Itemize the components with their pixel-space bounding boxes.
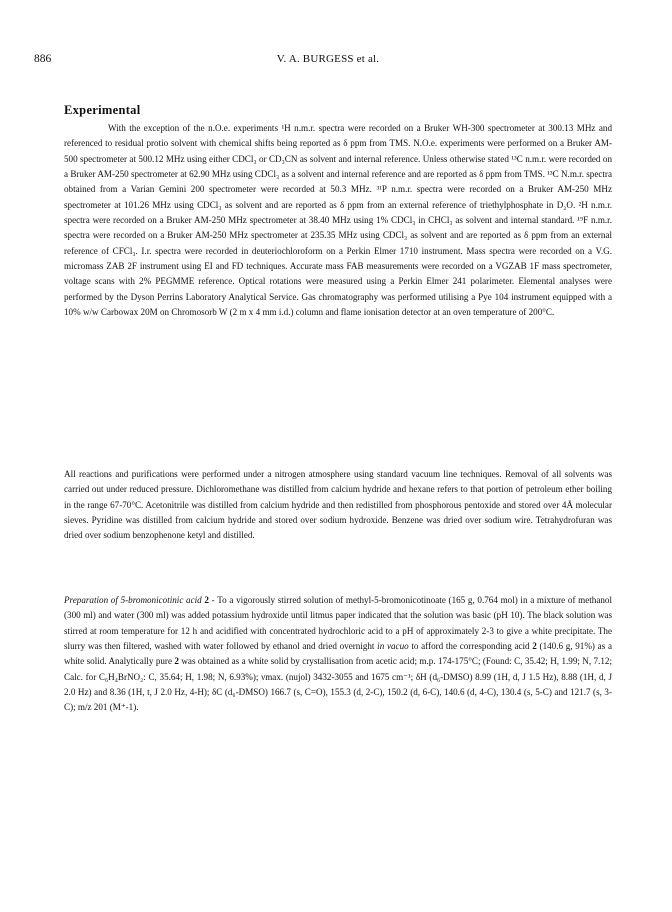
preparation-title: Preparation of 5-bromonicotinic acid (64, 595, 202, 605)
characterisation-data: was obtained as a white solid by crystallisation from acetic acid; m.p. 174-175°C; (Found: C, 35.42; H, 1.99; N, 7.12; Calc. for C₆H₄BrNO₂: C, 35.64; H, 1.98; N, 6.93%); νmax. (nujol) 3432-3055 and 1675 cm⁻¹; δH (d₆-DMSO) 8.99 (1H, d, J 1.5 Hz), 8.88 (1H, d, J 2.0 Hz) and 8.36 (1H, t, J 2.0 Hz, 4-H); δC (d₆-DMSO) 166.7 (s, C=O), 155.3 (d, 2-C), 150.2 (d, 6-C), 140.6 (d, 4-C), 130.4 (s, 5-C) and 121.7 (s, 3-C); m/z 201 (M⁺-1). (64, 656, 612, 713)
section-heading: Experimental (64, 103, 141, 117)
instrumentation-paragraph: With the exception of the n.O.e. experiments ¹H n.m.r. spectra were recorded on a Bruker WH-300 spectrometer at 300.13 MHz and referenced to residual protio solvent with chemical shifts being reported as δ ppm from TMS. N.O.e. experiments were performed on a Bruker AM-500 spectrometer at 500.12 MHz using either CDCl₃ or CD₃CN as solvent and internal reference. Unless otherwise stated ¹³C n.m.r. were recorded on a Bruker AM-250 spectrometer at 62.90 MHz using CDCl₃ as a solvent and internal reference and are reported as δ ppm from TMS. ¹³C N.m.r. spectra obtained from a Varian Gemini 200 spectrometer were recorded at 50.3 MHz. ³¹P n.m.r. spectra were recorded on a Bruker AM-250 MHz spectrometer at 101.26 MHz using CDCl₃ as solvent and are reported as δ ppm from an external reference of triethylphosphate in D₂O. ²H n.m.r. spectra were recorded on a Bruker AM-250 MHz spectrometer at 38.40 MHz using 1% CDCl₃ in CHCl₃ as solvent and internal standard. ¹⁹F n.m.r. spectra were recorded on a Bruker AM-250 MHz spectrometer at 235.35 MHz using CDCl₃ as solvent and are reported as δ ppm from an external reference of CFCl₃. I.r. spectra were recorded in deuteriochloroform on a Perkin Elmer 1710 instrument. Mass spectra were recorded on a V.G. micromass ZAB 2F instrument using EI and FD techniques. Accurate mass FAB measurements were recorded on a VGZAB 1F mass spectrometer, voltage scans with 2% PEGMME reference. Optical rotations were measured using a Perkin Elmer 241 polarimeter. Elemental analyses were performed by the Dyson Perrins Laboratory Analytical Service. Gas chromatography was performed utilising a Pye 104 instrument equipped with a 10% w/w Carbowax 20M on Chromosorb W (2 m x 4 mm i.d.) column and flame ionisation detector at an oven temperature of 200°C. (64, 123, 612, 318)
compound-number: 2 (204, 595, 209, 605)
compound-number: 2 (174, 656, 179, 667)
preparation-body: - To a vigorously stirred solution of methyl-5-bromonicotinoate (165 g, 0.764 mol) in a mixture of methanol (300 ml) and water (300 ml) was added potassium hydroxide until litmus paper indicated that the solution was basic (pH 10). The black solution was stirred at room temperature for 12 h and acidified with concentrated hydrochloric acid to a pH of approximately 2-3 to give a white precipitate. The slurry was then filtered, washed with water followed by ethanol and dried overnight (64, 595, 612, 652)
page-header (34, 53, 622, 69)
running-head: V. A. BURGESS et al. (276, 53, 380, 65)
preparation-body-2: to afford the corresponding acid (411, 641, 530, 652)
page-number: 886 (34, 53, 52, 65)
preparation-paragraph (64, 593, 612, 716)
yield-text: (140.6 g, 91%) as a white solid. Analytically pure (64, 641, 612, 667)
compound-number: 2 (532, 641, 537, 652)
general-methods-paragraph: All reactions and purifications were performed under a nitrogen atmosphere using standard vacuum line techniques. Removal of all solvents was carried out under reduced pressure. Dichloromethane was distilled from calcium hydride and hexane refers to that portion of petroleum ether boiling in the range 67-70°C. Acetonitrile was distilled from calcium hydride and then redistilled from phosphorous pentoxide and stored over 4Å molecular sieves. Pyridine was distilled from calcium hydride and stored over sodium hydroxide. Benzene was dried over sodium wire. Tetrahydrofuran was dried over sodium benzophenone ketyl and distilled. (64, 469, 612, 541)
in-vacuo: in vacuo (377, 641, 409, 652)
